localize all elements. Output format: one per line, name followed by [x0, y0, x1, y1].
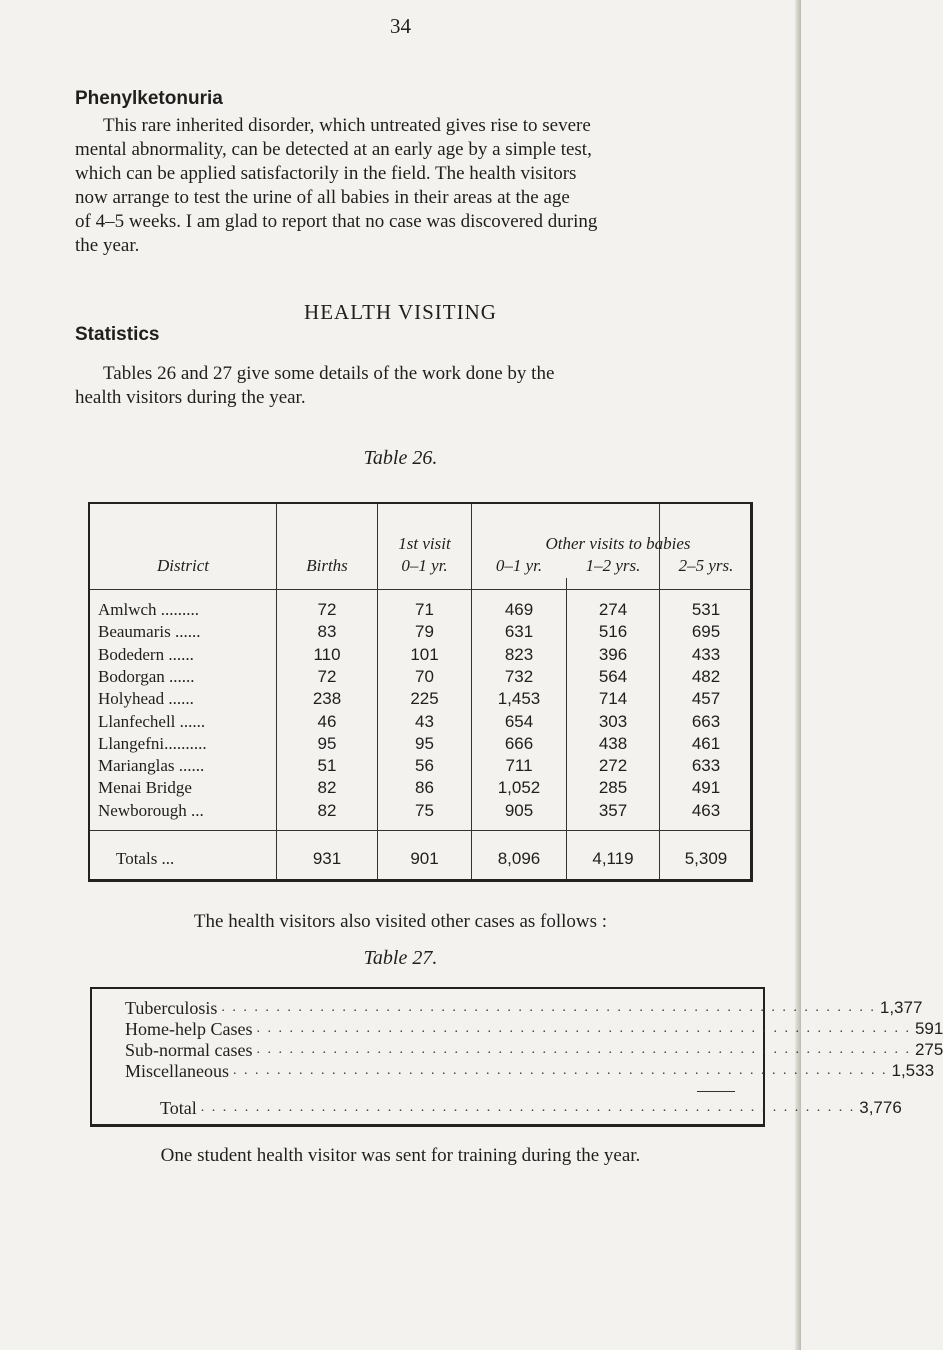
- column-header-other-1-2: 1–2 yrs.: [585, 556, 641, 575]
- totals-births: 931: [312, 849, 342, 868]
- dot-leader: . . . . . . . . . . . . . . . . . . . . . . . . . . . . . . . . . . . . . . . . . . . . . . . . . . . . . . . . . . . .: [221, 1000, 876, 1015]
- table-cell-other-2-5: 491: [691, 778, 721, 798]
- table-27-row: [125, 1018, 943, 1040]
- table-cell-other-2-5: 633: [691, 756, 721, 776]
- table-row-district: Holyhead ......: [98, 689, 194, 709]
- table-cell-other-0-1: 666: [504, 733, 534, 753]
- table-row-district: Marianglas ......: [98, 756, 205, 776]
- table-row-district: Amlwch .........: [98, 600, 200, 619]
- table-cell-first-visit: 79: [415, 622, 434, 642]
- table-26-caption: Table 26.: [363, 447, 438, 469]
- closing-text: One student health visitor was sent for training during the year.: [160, 1145, 641, 1166]
- text-line: mental abnormality, can be detected at an early age by a simple test,: [75, 139, 592, 160]
- table-cell-other-0-1: 732: [504, 666, 534, 686]
- table-cell-other-1-2: 357: [598, 800, 628, 820]
- table-27-row: [125, 1060, 935, 1082]
- row-label: Home-help Cases: [125, 1019, 253, 1039]
- table-cell-other-0-1: 823: [504, 644, 534, 664]
- table-cell-births: 95: [317, 733, 337, 753]
- page-number: 34: [390, 14, 411, 38]
- table-cell-other-1-2: 274: [598, 600, 628, 619]
- table-row-district: Bodorgan ......: [98, 666, 195, 686]
- totals-label: Totals ...: [116, 849, 175, 868]
- text-line: which can be applied satisfactorily in the field. The health visitors: [75, 163, 577, 184]
- table-cell-births: 46: [317, 711, 337, 731]
- table-row-district: Beaumaris ......: [98, 622, 201, 642]
- table-cell-births: 82: [317, 800, 337, 820]
- row-value: 1,377: [879, 998, 923, 1017]
- table-cell-other-0-1: 1,052: [497, 778, 541, 798]
- table-cell-other-2-5: 461: [691, 733, 721, 753]
- text-line: Tables 26 and 27 give some details of the work done by the: [103, 363, 555, 384]
- table-cell-first-visit: 101: [410, 644, 439, 664]
- table-cell-other-1-2: 285: [598, 778, 628, 798]
- column-header-district: District: [157, 556, 209, 575]
- table-cell-births: 110: [313, 644, 341, 664]
- table-cell-other-2-5: 531: [691, 600, 721, 619]
- dot-leader: . . . . . . . . . . . . . . . . . . . . . . . . . . . . . . . . . . . . . . . . . . . . . . . . . . . . . . . . . . . .: [256, 1021, 911, 1036]
- table-cell-first-visit: 75: [415, 800, 434, 820]
- table-cell-births: 51: [317, 756, 337, 776]
- section-heading-phenylketonuria: Phenylketonuria: [75, 88, 223, 109]
- table-26: [88, 502, 753, 882]
- table-cell-other-1-2: 272: [598, 756, 628, 776]
- table-cell-other-0-1: 905: [504, 800, 534, 820]
- text-line: This rare inherited disorder, which untreated gives rise to severe: [103, 115, 591, 136]
- table-cell-first-visit: 56: [415, 756, 434, 776]
- table-cell-first-visit: 70: [415, 666, 434, 686]
- table-cell-other-0-1: 654: [504, 711, 534, 731]
- table-cell-first-visit: 95: [415, 733, 434, 753]
- table-cell-first-visit: 71: [415, 600, 434, 619]
- table-cell-other-1-2: 516: [598, 622, 628, 642]
- row-label: Sub-normal cases: [125, 1040, 253, 1060]
- table-cell-other-1-2: 303: [598, 711, 628, 731]
- table-cell-births: 72: [317, 666, 337, 686]
- totals-other-0-1: 8,096: [497, 849, 541, 868]
- text-line: now arrange to test the urine of all babies in their areas at the age: [75, 187, 570, 208]
- dot-leader: . . . . . . . . . . . . . . . . . . . . . . . . . . . . . . . . . . . . . . . . . . . . . . . . . . . . . . . . . . . .: [200, 1100, 856, 1115]
- table-cell-other-1-2: 396: [598, 644, 628, 664]
- table-row-district: Bodedern ......: [98, 644, 194, 664]
- table-row-district: Menai Bridge: [98, 778, 192, 798]
- column-header-other-0-1: 0–1 yr.: [495, 556, 543, 575]
- table-cell-first-visit: 225: [410, 689, 439, 709]
- table-cell-other-0-1: 631: [504, 622, 534, 642]
- table-cell-other-0-1: 469: [504, 600, 534, 619]
- paragraph-statistics: [75, 362, 770, 410]
- section-heading-health-visiting: HEALTH VISITING: [304, 300, 497, 324]
- text-line: of 4–5 weeks. I am glad to report that no case was discovered during: [75, 211, 598, 232]
- row-value: 3,776: [859, 1098, 902, 1117]
- subheading-statistics: Statistics: [75, 324, 160, 345]
- table-cell-births: 82: [317, 778, 337, 798]
- paragraph-phenylketonuria: [75, 114, 770, 258]
- text-line: the year.: [75, 235, 140, 256]
- table-cell-first-visit: 43: [415, 711, 434, 731]
- row-value: 275: [914, 1040, 943, 1059]
- table-cell-births: 83: [317, 622, 337, 642]
- table-27-caption: Table 27.: [363, 947, 438, 969]
- table-27-row: [125, 997, 923, 1019]
- row-label: Tuberculosis: [125, 998, 218, 1018]
- sum-rule: [697, 1091, 735, 1092]
- row-value: 1,533: [891, 1061, 935, 1080]
- dot-leader: . . . . . . . . . . . . . . . . . . . . . . . . . . . . . . . . . . . . . . . . . . . . . . . . . . . . . . . . . . . .: [256, 1042, 911, 1057]
- between-tables-text: The health visitors also visited other cases as follows :: [193, 911, 608, 932]
- row-value: 591: [914, 1019, 943, 1038]
- column-header-first-visit: 1st visit: [398, 534, 451, 553]
- table-cell-other-2-5: 433: [691, 644, 721, 664]
- table-27-row: [125, 1039, 943, 1061]
- totals-other-2-5: 5,309: [684, 849, 728, 868]
- table-cell-births: 72: [317, 600, 337, 619]
- table-row-district: Llangefni..........: [98, 733, 207, 753]
- totals-first-visit: 901: [410, 849, 439, 868]
- column-header-births: Births: [306, 556, 348, 575]
- table-row-district: Llanfechell ......: [98, 711, 206, 731]
- table-cell-other-1-2: 714: [598, 689, 628, 709]
- table-cell-other-2-5: 482: [691, 666, 721, 686]
- table-cell-other-2-5: 663: [691, 711, 721, 731]
- table-cell-other-2-5: 695: [691, 622, 721, 642]
- table-cell-other-1-2: 438: [598, 733, 628, 753]
- table-cell-other-0-1: 1,453: [497, 689, 541, 709]
- column-header-other-2-5: 2–5 yrs.: [678, 556, 734, 575]
- table-cell-other-2-5: 463: [691, 800, 721, 820]
- table-cell-other-0-1: 711: [505, 756, 533, 776]
- column-header-first-visit-age: 0–1 yr.: [401, 556, 448, 575]
- table-27: [90, 987, 943, 1127]
- table-row-district: Newborough ...: [98, 800, 204, 820]
- row-label: Total: [160, 1098, 197, 1118]
- table-cell-other-1-2: 564: [598, 666, 628, 686]
- table-27-total-row: [160, 1097, 902, 1119]
- dot-leader: . . . . . . . . . . . . . . . . . . . . . . . . . . . . . . . . . . . . . . . . . . . . . . . . . . . . . . . . . . . .: [232, 1063, 888, 1078]
- table-cell-other-2-5: 457: [691, 689, 721, 709]
- table-cell-first-visit: 86: [415, 778, 434, 798]
- row-label: Miscellaneous: [125, 1061, 229, 1081]
- column-header-other-visits: Other visits to babies: [545, 534, 691, 553]
- table-cell-births: 238: [312, 689, 342, 709]
- text-line: health visitors during the year.: [75, 387, 306, 408]
- totals-other-1-2: 4,119: [592, 849, 634, 868]
